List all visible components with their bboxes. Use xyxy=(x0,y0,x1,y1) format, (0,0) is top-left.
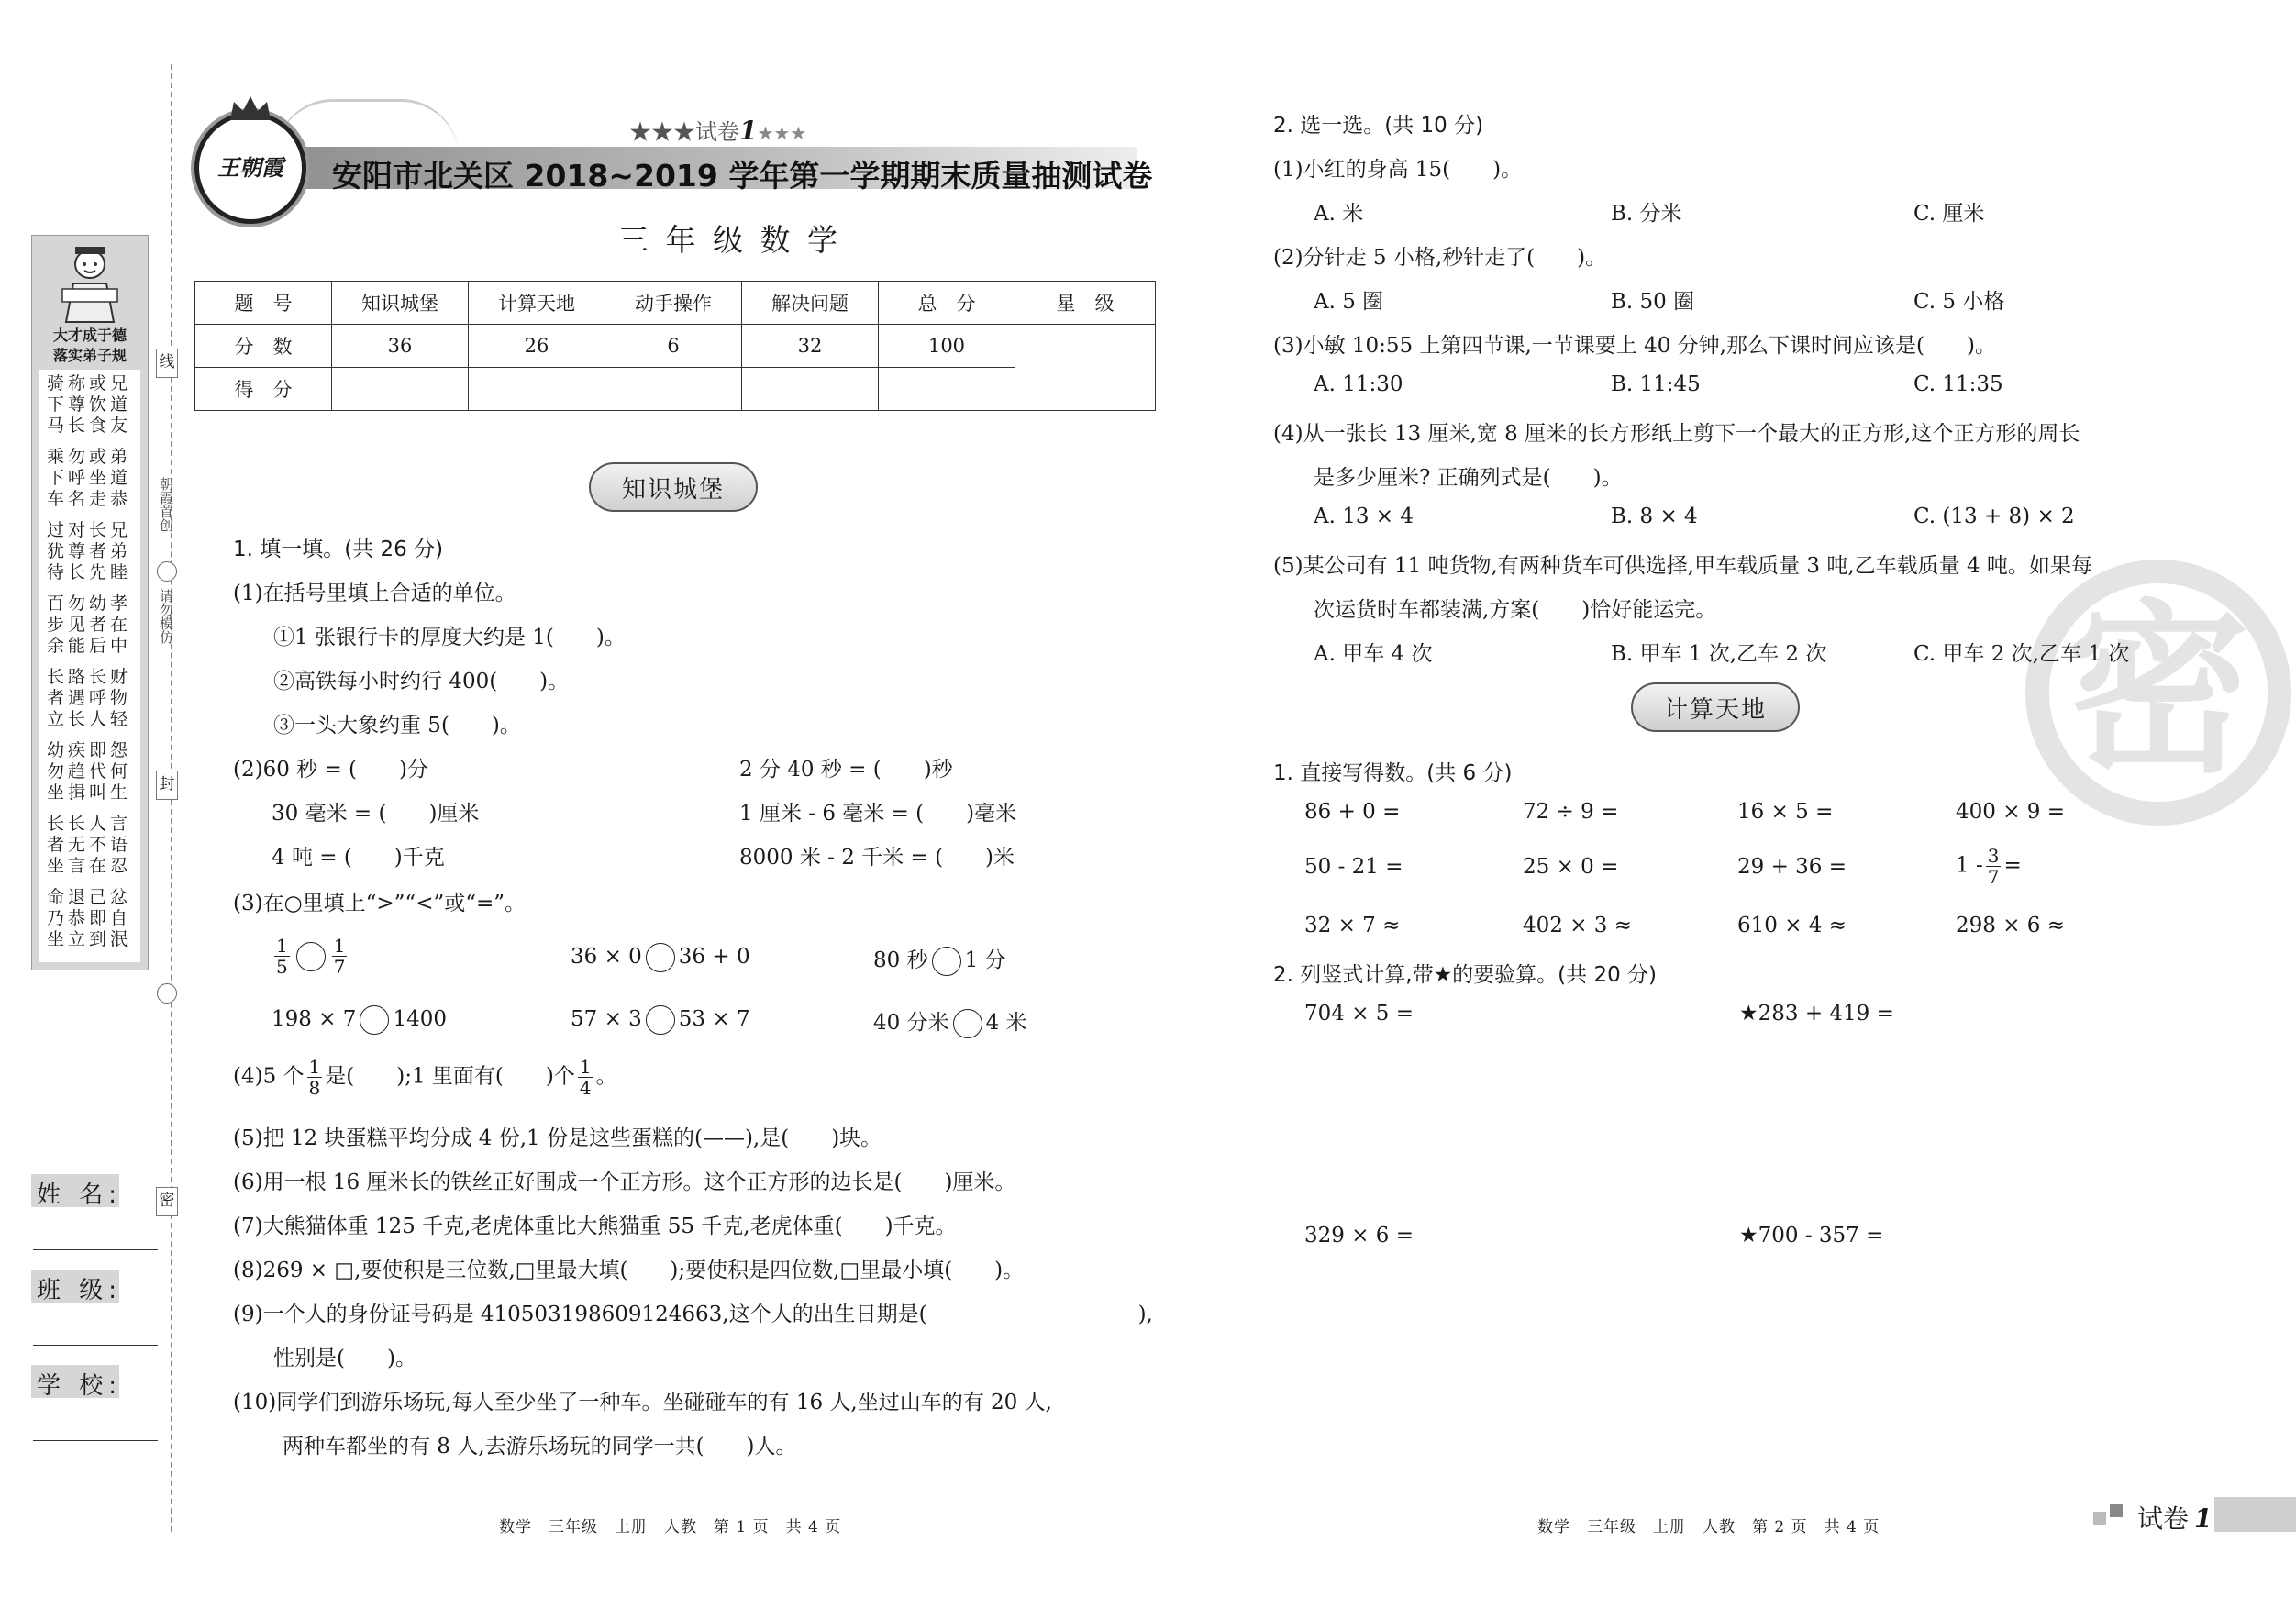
poem-char: 名 xyxy=(68,489,90,509)
fraction xyxy=(578,1057,593,1098)
footer-tag-squares xyxy=(2093,1512,2106,1525)
poem-char: 恭 xyxy=(110,489,132,509)
fraction-numerator: 1 xyxy=(308,1056,321,1078)
fraction-denominator: 8 xyxy=(308,1077,321,1099)
poem-char: 代 xyxy=(89,761,111,782)
poem-char: 百 xyxy=(47,593,69,614)
poem-line xyxy=(47,489,131,510)
q1-p9: (9)一个人的身份证号码是 410503198609124663,这个人的出生日期是( ), xyxy=(233,1303,1153,1326)
oral-calc: 32 × 7 ≈ xyxy=(1304,914,1401,937)
q1-p4-c: 。 xyxy=(595,1064,617,1089)
name-field-label: 姓 名: xyxy=(37,1181,123,1209)
q2-option[interactable]: C. (13 + 8) × 2 xyxy=(1913,505,2075,528)
oral-calc: 72 ÷ 9 = xyxy=(1523,800,1619,824)
q1-p2-item: 2 分 40 秒 = ( )秒 xyxy=(739,758,953,782)
compare-item xyxy=(571,1005,750,1035)
poem-char: 犹 xyxy=(47,541,69,561)
poem-line xyxy=(47,468,131,489)
compare-circle[interactable] xyxy=(932,947,961,976)
poem-line xyxy=(47,688,131,709)
poem-char: 兄 xyxy=(110,373,132,394)
footer-tag-bar xyxy=(2214,1497,2296,1532)
poem-char: 车 xyxy=(47,489,69,509)
q1-p1: (1)在括号里填上合适的单位。 xyxy=(233,582,516,605)
q2-question-cont: 次运货时车都装满,方案( )恰好能运完。 xyxy=(1314,598,1717,622)
q2-option[interactable]: C. 甲车 2 次,乙车 1 次 xyxy=(1913,642,2130,666)
strip-seal-icon xyxy=(157,983,177,1004)
oral-calc: 29 + 36 = xyxy=(1737,855,1847,879)
banner-poem-box xyxy=(39,370,140,962)
points-cell: 32 xyxy=(742,325,879,368)
q1-p8: (8)269 × □,要使积是三位数,□里最大填( );要使积是四位数,□里最小填( )。 xyxy=(233,1259,1025,1282)
poem-char: 者 xyxy=(89,615,111,635)
poem-char: 弟 xyxy=(110,541,132,561)
column-header: 计算天地 xyxy=(469,282,605,325)
poem-line xyxy=(47,929,131,950)
oral-calc: 86 + 0 = xyxy=(1304,800,1401,824)
vertical-calc: 704 × 5 = xyxy=(1304,1002,1414,1026)
poem-line xyxy=(47,636,131,657)
calc1-title: 1. 直接写得数。(共 6 分) xyxy=(1273,761,1513,785)
strip-label-mofang xyxy=(156,589,176,648)
oral-calc: 25 × 0 = xyxy=(1523,855,1619,879)
strip-text: 请勿模仿 xyxy=(158,589,174,644)
compare-circle[interactable] xyxy=(360,1005,389,1035)
section-pill-jisuan: 计算天地 xyxy=(1631,682,1800,732)
poem-char: 路 xyxy=(68,667,90,687)
poem-line xyxy=(47,394,131,416)
fraction-numerator: 3 xyxy=(1987,845,2000,867)
row-label: 得 分 xyxy=(195,368,332,411)
poem-char: 长 xyxy=(68,562,90,582)
q1-p2-item: 1 厘米 - 6 毫米 = ( )毫米 xyxy=(739,802,1017,826)
oral-calc: 402 × 3 ≈ xyxy=(1523,914,1633,937)
poem-char: 勿 xyxy=(68,447,90,467)
banner-slogan-1: 大才成于德 xyxy=(52,327,127,344)
oral-calc: 16 × 5 = xyxy=(1737,800,1834,824)
footer-tag xyxy=(2091,1493,2296,1536)
poem-char: 饮 xyxy=(89,394,111,415)
poem-char: 遇 xyxy=(68,688,90,708)
poem-char: 长 xyxy=(68,709,90,729)
poem-char: 呼 xyxy=(89,688,111,708)
poem-char: 恭 xyxy=(68,908,90,928)
vertical-calc: 329 × 6 = xyxy=(1304,1224,1414,1248)
score-input-cell[interactable] xyxy=(879,368,1015,411)
compare-item xyxy=(873,1005,1027,1038)
q1-p6: (6)用一根 16 厘米长的铁丝正好围成一个正方形。这个正方形的边长是( )厘米。 xyxy=(233,1170,1016,1194)
poem-char: 幼 xyxy=(47,740,69,760)
oral-calc-tail: = xyxy=(2003,853,2022,878)
banner-slogan-2: 落实弟子规 xyxy=(52,347,127,364)
poem-line xyxy=(47,908,131,929)
poem-char: 自 xyxy=(110,908,132,928)
points-cell: 26 xyxy=(469,325,605,368)
poem-char: 下 xyxy=(47,468,69,488)
poem-char: 人 xyxy=(89,709,111,729)
q2-question: (3)小敏 10:55 上第四节课,一节课要上 40 分钟,那么下课时间应该是( )。 xyxy=(1273,334,1996,358)
side-banner xyxy=(31,235,149,970)
strip-text: 封 xyxy=(159,775,175,793)
q1-p1-item: ②高铁每小时约行 400( )。 xyxy=(273,670,570,693)
poem-char: 长 xyxy=(89,667,111,687)
poem-char: 步 xyxy=(47,615,69,635)
logo-badge xyxy=(194,112,306,224)
q1-p3: (3)在○里填上“>”“<”或“=”。 xyxy=(233,892,527,915)
poem-char: 或 xyxy=(89,447,111,467)
strip-label-mi xyxy=(156,1187,178,1216)
poem-char: 尊 xyxy=(68,394,90,415)
poem-char: 睦 xyxy=(110,562,132,582)
q2-option[interactable]: A. 5 圈 xyxy=(1314,290,1384,314)
poem-line xyxy=(47,782,131,804)
q2-question: (4)从一张长 13 厘米,宽 8 厘米的长方形纸上剪下一个最大的正方形,这个正方形的周长 xyxy=(1273,422,2080,446)
poem-line xyxy=(47,615,131,636)
fraction-numerator: 1 xyxy=(579,1056,592,1078)
q2-option[interactable]: C. 11:35 xyxy=(1913,372,2003,396)
vertical-calc: ★700 - 357 = xyxy=(1739,1224,1884,1248)
poem-char: 坐 xyxy=(47,856,69,876)
poem-char: 弟 xyxy=(110,447,132,467)
poem-char: 长 xyxy=(68,416,90,436)
scholar-figure-icon xyxy=(53,241,127,324)
compare-circle[interactable] xyxy=(296,942,326,971)
poem-char: 坐 xyxy=(47,929,69,949)
column-header: 总 分 xyxy=(879,282,1015,325)
poem-char: 友 xyxy=(110,416,132,436)
footer-tag-number: 1 xyxy=(2194,1503,2213,1534)
poem-char: 食 xyxy=(89,416,111,436)
fraction xyxy=(274,936,290,977)
poem-char: 者 xyxy=(89,541,111,561)
poem-char: 即 xyxy=(89,740,111,760)
q1-p10-cont: 两种车都坐的有 8 人,去游乐场玩的同学一共( )人。 xyxy=(283,1435,797,1458)
poem-line xyxy=(47,562,131,583)
q1-p1-item: ①1 张银行卡的厚度大约是 1( )。 xyxy=(273,626,626,649)
compare-left: 198 × 7 xyxy=(272,1007,357,1031)
poem-char: 长 xyxy=(68,814,90,834)
poem-line xyxy=(47,520,131,541)
poem-char: 无 xyxy=(68,835,90,855)
poem-char: 走 xyxy=(89,489,111,509)
footer-tag-prefix: 试卷 xyxy=(2137,1503,2190,1534)
poem-char: 揖 xyxy=(68,782,90,803)
q2-option[interactable]: A. 米 xyxy=(1314,202,1364,226)
fraction-denominator: 7 xyxy=(1987,866,2000,888)
poem-char: 者 xyxy=(47,688,69,708)
points-cell: 6 xyxy=(605,325,742,368)
q2-option[interactable]: B. 50 圈 xyxy=(1611,290,1695,314)
poem-char: 长 xyxy=(47,667,69,687)
strip-text: 朝霞首创 xyxy=(158,477,174,532)
q2-option[interactable]: B. 分米 xyxy=(1611,202,1682,226)
poem-char: 勿 xyxy=(68,593,90,614)
compare-right: 36 + 0 xyxy=(678,945,750,969)
poem-char: 到 xyxy=(89,929,111,949)
poem-char: 忿 xyxy=(110,887,132,907)
poem-char: 后 xyxy=(89,636,111,656)
compare-item xyxy=(272,936,349,977)
compare-right: 1400 xyxy=(393,1007,447,1031)
poem-char: 下 xyxy=(47,394,69,415)
poem-char: 兄 xyxy=(110,520,132,540)
strip-text: 线 xyxy=(159,353,175,372)
column-header: 动手操作 xyxy=(605,282,742,325)
q2-option[interactable]: B. 8 × 4 xyxy=(1611,505,1698,528)
poem-char: 在 xyxy=(89,856,111,876)
score-input-cell[interactable] xyxy=(469,368,605,411)
poem-line xyxy=(47,667,131,688)
poem-char: 先 xyxy=(89,562,111,582)
poem-char: 马 xyxy=(47,416,69,436)
oral-calc: 50 - 21 = xyxy=(1304,855,1403,879)
points-cell: 100 xyxy=(879,325,1015,368)
star-header: 星 级 xyxy=(1015,282,1156,325)
poem-char: 己 xyxy=(89,887,111,907)
poem-char: 幼 xyxy=(89,593,111,614)
q1-p2-item: (2)60 秒 = ( )分 xyxy=(233,758,428,782)
poem-line xyxy=(47,856,131,877)
poem-char: 呼 xyxy=(68,468,90,488)
poem-char: 中 xyxy=(110,636,132,656)
poem-char: 勿 xyxy=(47,761,69,782)
poem-char: 过 xyxy=(47,520,69,540)
poem-char: 长 xyxy=(47,814,69,834)
compare-left: 40 分米 xyxy=(873,1011,949,1035)
strip-label-xian xyxy=(156,349,178,378)
q1-p2-item: 8000 米 - 2 千米 = ( )米 xyxy=(739,846,1015,870)
compare-item xyxy=(873,943,1006,976)
fraction xyxy=(332,936,348,977)
poem-char: 叫 xyxy=(89,782,111,803)
fraction-denominator: 4 xyxy=(579,1077,592,1099)
poem-char: 退 xyxy=(68,887,90,907)
footer-tag-label xyxy=(2137,1499,2213,1536)
poem-char: 尊 xyxy=(68,541,90,561)
compare-right: 1 分 xyxy=(964,948,1006,972)
logo-text: 王朝霞 xyxy=(217,154,283,181)
q1-p4-b: 是( );1 里面有( )个 xyxy=(325,1064,575,1089)
points-cell: 36 xyxy=(332,325,469,368)
column-header: 解决问题 xyxy=(742,282,879,325)
q1-p10: (10)同学们到游乐场玩,每人至少坐了一种车。坐碰碰车的有 16 人,坐过山车的有 20 人, xyxy=(233,1391,1052,1414)
poem-char: 骑 xyxy=(47,373,69,394)
poem-char: 孝 xyxy=(110,593,132,614)
strip-label-shouchuang xyxy=(156,477,176,536)
q2-option[interactable]: C. 厘米 xyxy=(1913,202,1985,226)
paper-tag-prefix: ★★★试卷 xyxy=(629,119,739,145)
compare-item xyxy=(272,1005,447,1035)
poem-line xyxy=(47,814,131,835)
poem-char: 人 xyxy=(89,814,111,834)
fraction xyxy=(307,1057,323,1098)
score-table xyxy=(194,281,1156,411)
footer-tag-squares xyxy=(2110,1504,2123,1517)
q1-p7: (7)大熊猫体重 125 千克,老虎体重比大熊猫重 55 千克,老虎体重( )千克。 xyxy=(233,1214,957,1238)
watermark-seal xyxy=(2025,560,2291,826)
compare-right: 4 米 xyxy=(985,1011,1027,1035)
poem-line xyxy=(47,373,131,394)
q2-question-cont: 是多少厘米? 正确列式是( )。 xyxy=(1314,466,1623,490)
poem-char: 坐 xyxy=(47,782,69,803)
poem-char: 命 xyxy=(47,887,69,907)
poem-char: 趋 xyxy=(68,761,90,782)
oral-calc: 298 × 6 ≈ xyxy=(1956,914,2066,937)
q2-question: (5)某公司有 11 吨货物,有两种货车可供选择,甲车载质量 3 吨,乙车载质量 4 吨。如果每 xyxy=(1273,554,2092,578)
poem-line xyxy=(47,709,131,730)
poem-char: 在 xyxy=(110,615,132,635)
compare-left: 36 × 0 xyxy=(571,945,642,969)
poem-char: 立 xyxy=(68,929,90,949)
score-input-cell[interactable] xyxy=(332,368,469,411)
crown-icon xyxy=(227,94,274,122)
poem-char: 不 xyxy=(89,835,111,855)
q1-p4-a: (4)5 个 xyxy=(233,1064,305,1089)
poem-line xyxy=(47,593,131,615)
q1-p1-item: ③一头大象约重 5( )。 xyxy=(273,714,521,738)
exam-title: 安阳市北关区 2018~2019 学年第一学期期末质量抽测试卷 xyxy=(332,158,1153,194)
poem-char: 坐 xyxy=(89,468,111,488)
poem-char: 立 xyxy=(47,709,69,729)
fraction-numerator: 1 xyxy=(333,935,346,957)
footer-left: 数学 三年级 上册 人教 第 1 页 共 4 页 xyxy=(499,1518,842,1536)
poem-char: 待 xyxy=(47,562,69,582)
poem-char: 忍 xyxy=(110,856,132,876)
fraction xyxy=(1986,846,2002,887)
poem-char: 财 xyxy=(110,667,132,687)
q1-title: 1. 填一填。(共 26 分) xyxy=(233,538,444,561)
calc2-title: 2. 列竖式计算,带★的要验算。(共 20 分) xyxy=(1273,963,1658,987)
poem-char: 或 xyxy=(89,373,111,394)
fraction-numerator: 1 xyxy=(276,935,288,957)
class-field-label: 班 级: xyxy=(37,1277,123,1304)
star-cell[interactable] xyxy=(1015,325,1156,411)
poem-line xyxy=(47,416,131,437)
poem-char: 乃 xyxy=(47,908,69,928)
poem-char: 何 xyxy=(110,761,132,782)
q2-option[interactable]: B. 甲车 1 次,乙车 2 次 xyxy=(1611,642,1827,666)
section-pill-zhishi: 知识城堡 xyxy=(589,462,758,512)
q2-option[interactable]: C. 5 小格 xyxy=(1913,290,2005,314)
q1-p9-cont: 性别是( )。 xyxy=(273,1347,416,1370)
row-label: 题 号 xyxy=(195,282,332,325)
poem-char: 怨 xyxy=(110,740,132,760)
oral-calc-fraction xyxy=(1956,846,2022,887)
score-input-cell[interactable] xyxy=(742,368,879,411)
fraction-denominator: 5 xyxy=(276,956,288,978)
poem-line xyxy=(47,835,131,856)
q2-option[interactable]: A. 13 × 4 xyxy=(1314,505,1414,528)
poem-char: 疾 xyxy=(68,740,90,760)
poem-line xyxy=(47,740,131,761)
q2-option[interactable]: A. 11:30 xyxy=(1314,372,1403,396)
q1-p2-item: 4 吨 = ( )千克 xyxy=(272,846,445,870)
poem-char: 泯 xyxy=(110,929,132,949)
name-field-line[interactable] xyxy=(33,1249,158,1250)
watermark-text: 密 xyxy=(2066,584,2250,798)
row-label: 分 数 xyxy=(195,325,332,368)
poem-char: 言 xyxy=(68,856,90,876)
poem-char: 对 xyxy=(68,520,90,540)
poem-line xyxy=(47,887,131,908)
compare-circle[interactable] xyxy=(953,1009,982,1038)
paper-tag xyxy=(629,114,806,146)
poem-char: 言 xyxy=(110,814,132,834)
poem-char: 即 xyxy=(89,908,111,928)
q2-option[interactable]: A. 甲车 4 次 xyxy=(1314,642,1433,666)
poem-char: 称 xyxy=(68,373,90,394)
footer-right: 数学 三年级 上册 人教 第 2 页 共 4 页 xyxy=(1537,1518,1880,1536)
paper-tag-suffix: ★★★ xyxy=(757,122,807,144)
poem-char: 语 xyxy=(110,835,132,855)
strip-text: 密 xyxy=(159,1192,175,1210)
poem-char: 物 xyxy=(110,688,132,708)
school-field-line[interactable] xyxy=(33,1440,158,1441)
poem-char: 生 xyxy=(110,782,132,803)
poem-grid xyxy=(47,373,131,950)
oral-calc-head: 1 - xyxy=(1956,853,1983,878)
oral-calc: 610 × 4 ≈ xyxy=(1737,914,1847,937)
compare-right: 53 × 7 xyxy=(678,1007,750,1031)
poem-char: 能 xyxy=(68,636,90,656)
poem-char: 见 xyxy=(68,615,90,635)
q2-question: (2)分针走 5 小格,秒针走了( )。 xyxy=(1273,246,1607,270)
poem-line xyxy=(47,761,131,782)
q2-option[interactable]: B. 11:45 xyxy=(1611,372,1701,396)
poem-char: 者 xyxy=(47,835,69,855)
q1-p4 xyxy=(233,1057,617,1098)
paper-tag-number: 1 xyxy=(739,116,758,146)
q2-question: (1)小红的身高 15( )。 xyxy=(1273,158,1523,182)
poem-char: 道 xyxy=(110,394,132,415)
compare-left: 80 秒 xyxy=(873,948,928,972)
subject-title: 三 年 级 数 学 xyxy=(618,222,841,258)
poem-char: 长 xyxy=(89,520,111,540)
q1-p5: (5)把 12 块蛋糕平均分成 4 份,1 份是这些蛋糕的(——),是( )块。 xyxy=(233,1126,882,1150)
poem-line xyxy=(47,541,131,562)
score-input-cell[interactable] xyxy=(605,368,742,411)
fraction-denominator: 7 xyxy=(333,956,346,978)
poem-char: 余 xyxy=(47,636,69,656)
compare-circle[interactable] xyxy=(646,1005,675,1035)
poem-line xyxy=(47,447,131,468)
strip-label-feng xyxy=(156,771,178,800)
q1-p2-item: 30 毫米 = ( )厘米 xyxy=(272,802,480,826)
compare-left: 57 × 3 xyxy=(571,1007,642,1031)
compare-item xyxy=(571,943,750,972)
q2-title: 2. 选一选。(共 10 分) xyxy=(1273,114,1484,138)
vertical-calc: ★283 + 419 = xyxy=(1739,1002,1894,1026)
class-field-line[interactable] xyxy=(33,1345,158,1346)
school-field-label: 学 校: xyxy=(37,1372,123,1400)
column-header: 知识城堡 xyxy=(332,282,469,325)
strip-seal-icon xyxy=(157,561,177,582)
poem-char: 乘 xyxy=(47,447,69,467)
poem-char: 轻 xyxy=(110,709,132,729)
compare-circle[interactable] xyxy=(646,943,675,972)
oral-calc: 400 × 9 = xyxy=(1956,800,2066,824)
poem-char: 道 xyxy=(110,468,132,488)
